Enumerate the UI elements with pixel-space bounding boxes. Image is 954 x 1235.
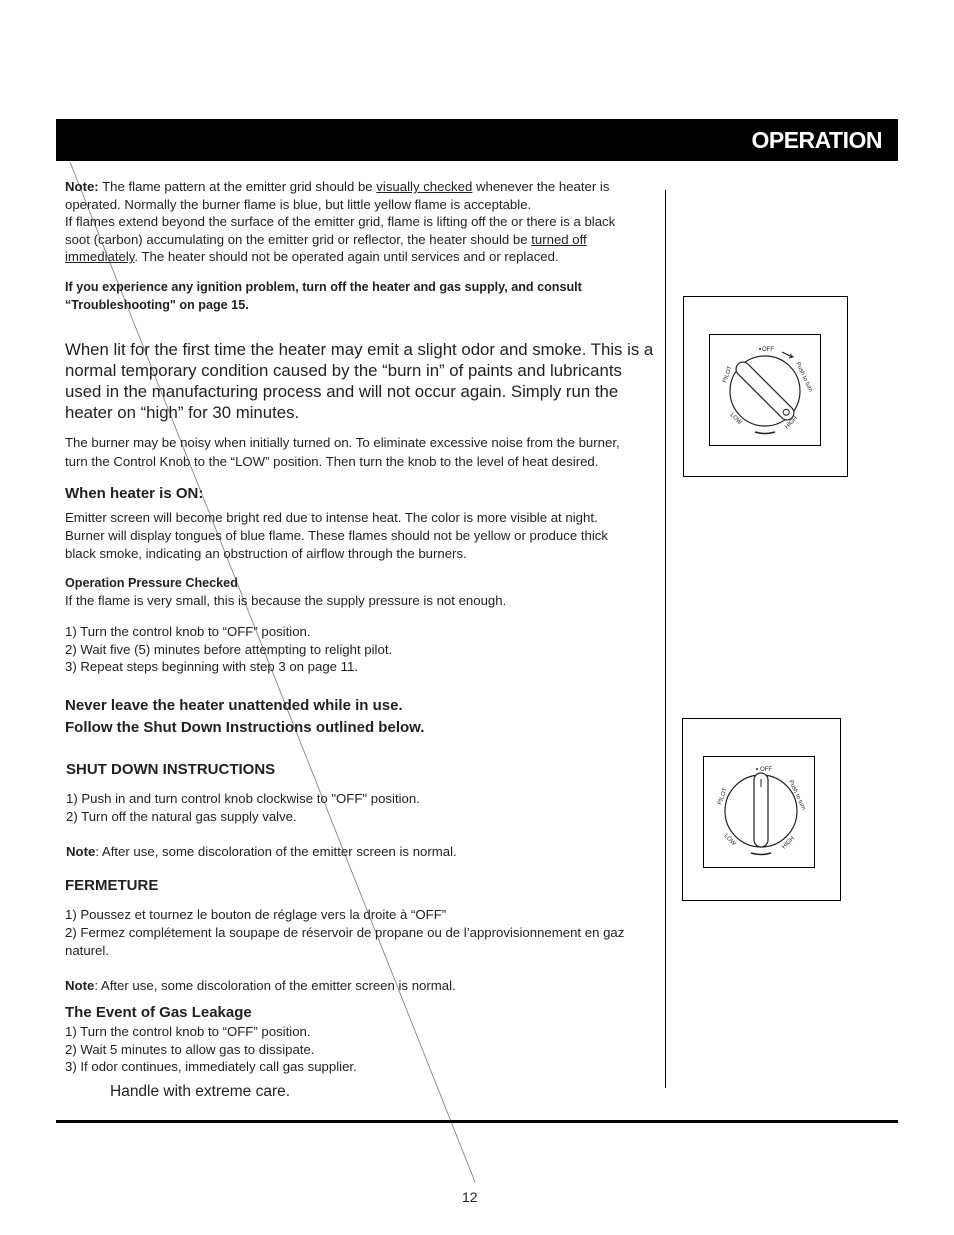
shutdown-steps xyxy=(66,790,420,825)
paragraph-line: When lit for the first time the heater may emit a slight odor and smoke. This is a xyxy=(65,340,654,359)
warning-line: Follow the Shut Down Instructions outlined below. xyxy=(65,718,425,736)
ignition-warning xyxy=(65,278,665,314)
note-text: operated. Normally the burner flame is blue, but little yellow flame is acceptable. xyxy=(65,196,532,212)
note-text: . The heater should not be operated again until services and or replaced. xyxy=(134,249,559,265)
pressure-text: If the flame is very small, this is because the supply pressure is not enough. xyxy=(65,593,507,608)
fermeture-steps xyxy=(65,906,665,960)
leakage-steps xyxy=(65,1023,357,1076)
step-item: 2) Turn off the natural gas supply valve. xyxy=(66,808,297,824)
control-knob-icon xyxy=(704,757,814,867)
leakage-heading: The Event of Gas Leakage xyxy=(65,1004,252,1021)
pilot-label: PILOT xyxy=(722,365,734,384)
note-text: whenever the heater is xyxy=(472,179,610,194)
heater-on-paragraph xyxy=(65,509,665,563)
low-label: LOW xyxy=(728,412,743,427)
footer-rule xyxy=(56,1120,898,1123)
shutdown-note xyxy=(66,843,457,861)
step-item: naturel. xyxy=(65,943,109,958)
knob-diagram-pilot xyxy=(683,296,848,477)
step-item: 1) Turn the control knob to “OFF” position. xyxy=(65,624,311,639)
warning-line: If you experience any ignition problem, turn off the heater and gas supply, and consult xyxy=(65,280,582,294)
paragraph-line: turn the Control Knob to the “LOW” position. Then turn the knob to the level of heat desired. xyxy=(65,453,599,469)
flame-note xyxy=(65,178,665,266)
turned-off-text: turned off xyxy=(531,231,587,247)
paragraph-line: heater on “high” for 30 minutes. xyxy=(65,403,300,422)
note-label: Note xyxy=(66,844,96,859)
low-label: LOW xyxy=(722,833,737,848)
heater-on-heading: When heater is ON: xyxy=(65,485,204,502)
note-label: Note xyxy=(65,978,95,993)
step-item: 1) Poussez et tournez le bouton de réglage vers la droite à “OFF” xyxy=(65,907,447,922)
column-divider xyxy=(665,190,666,1088)
knob-panel xyxy=(703,756,815,868)
warning-line: “Troubleshooting" on page 15. xyxy=(65,298,249,312)
step-item: 3) If odor continues, immediately call gas supplier. xyxy=(65,1059,357,1074)
note-text: soot (carbon) accumulating on the emitter grid or reflector, the heater should be xyxy=(65,231,532,247)
paragraph-line: The burner may be noisy when initially turned on. To eliminate excessive noise from the burner, xyxy=(65,435,620,450)
paragraph-line: black smoke, indicating an obstruction of airflow through the burners. xyxy=(65,546,467,561)
noise-paragraph xyxy=(65,434,665,471)
control-knob-icon xyxy=(710,335,820,445)
step-item: 3) Repeat steps beginning with step 3 on page 11. xyxy=(65,659,359,674)
knob-panel xyxy=(709,334,821,446)
step-item: 1) Turn the control knob to “OFF” position. xyxy=(65,1024,311,1039)
page-title: OPERATION xyxy=(751,127,882,153)
step-item: 2) Fermez complétement la soupape de réservoir de propane ou de l’approvisionnement en gaz xyxy=(65,925,625,940)
immediately-text: immediately xyxy=(65,249,135,265)
high-label: HIGH xyxy=(784,415,800,431)
first-lit-paragraph xyxy=(65,339,665,423)
pressure-steps xyxy=(65,623,392,676)
step-item: 2) Wait five (5) minutes before attempting to relight pilot. xyxy=(65,641,393,657)
push-to-turn-label: Push to turn xyxy=(787,779,807,812)
note-text: : After use, some discoloration of the emitter screen is normal. xyxy=(95,844,457,859)
visually-checked-text: visually checked xyxy=(376,179,473,194)
note-text: : After use, some discoloration of the emitter screen is normal. xyxy=(94,978,456,993)
push-to-turn-label: Push to turn xyxy=(794,361,814,394)
note-text: The flame pattern at the emitter grid should be xyxy=(98,179,377,194)
off-label: OFF xyxy=(760,767,772,773)
paragraph-line: normal temporary condition caused by the “burn in” of paints and lubricants xyxy=(65,361,622,380)
note-text: If flames extend beyond the surface of the emitter grid, flame is lifting off the or there is a black xyxy=(65,214,616,230)
paragraph-line: Burner will display tongues of blue flame. These flames should not be yellow or produce thick xyxy=(65,528,608,543)
pressure-heading: Operation Pressure Checked xyxy=(65,576,238,590)
handle-with-care: Handle with extreme care. xyxy=(110,1083,291,1100)
paragraph-line: used in the manufacturing process and will not occur again. Simply run the xyxy=(65,382,619,401)
warning-line: Never leave the heater unattended while in use. xyxy=(65,697,403,714)
fermeture-note xyxy=(65,977,456,995)
note-label: Note: xyxy=(65,179,99,194)
never-leave-warning xyxy=(65,695,424,738)
knob-diagram-off xyxy=(682,718,841,901)
fermeture-heading: FERMETURE xyxy=(65,877,159,894)
high-label: HIGH xyxy=(781,835,797,851)
page-number: 12 xyxy=(462,1189,478,1205)
pilot-label: PILOT xyxy=(717,787,729,806)
step-item: 2) Wait 5 minutes to allow gas to dissipate. xyxy=(65,1041,315,1057)
off-label: OFF xyxy=(762,347,774,353)
step-item: 1) Push in and turn control knob clockwise to "OFF" position. xyxy=(66,791,420,806)
paragraph-line: Emitter screen will become bright red due to intense heat. The color is more visible at night. xyxy=(65,510,598,525)
shutdown-heading: SHUT DOWN INSTRUCTIONS xyxy=(66,761,276,778)
